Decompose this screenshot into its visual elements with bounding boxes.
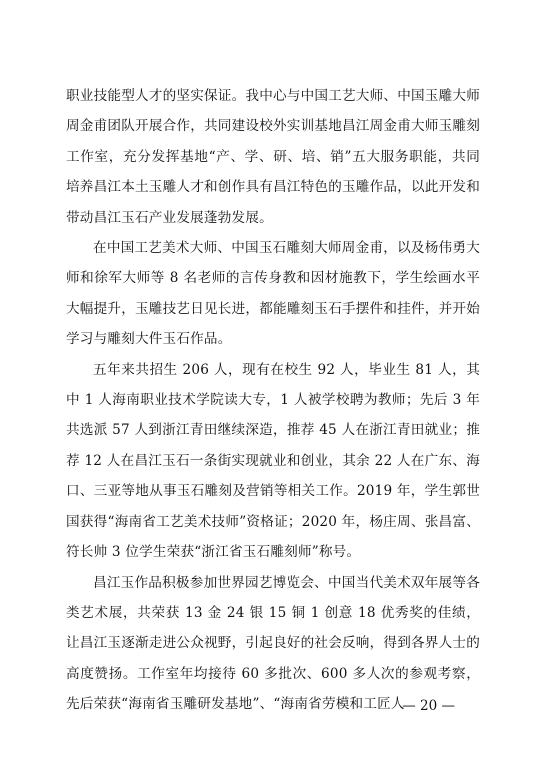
page-number: — 20 — xyxy=(402,698,455,714)
paragraph-2: 在中国工艺美术大师、中国玉石雕刻大师周金甫，以及杨伟勇大师和徐军大师等 8 名老师的言传身教和因材施教下，学生绘画水平大幅提升，玉雕技艺日见长进，都能雕刻玉石手摆件和挂件，并开始学习与雕刻大件玉石作品。 xyxy=(66,240,480,348)
document-body xyxy=(66,81,480,720)
paragraph-3: 五年来共招生 206 人，现有在校生 92 人，毕业生 81 人，其中 1 人海南职业技术学院读大专，1 人被学校聘为教师；先后 3 年共选派 57 人到浙江青田继续深造，推荐 45 人在浙江青田就业；推荐 12 人在昌江玉石一条街实现就业和创业，其余 22 人在广东、海口、三亚等地从事玉石雕刻及营销等相关工作。2019 年，学生郭世国获得“海南省工艺美术技师”资格证；2020 年，杨庄周、张昌富、符长帅 3 位学生荣获“浙江省玉石雕刻师”称号。 xyxy=(66,361,480,561)
paragraph-1: 职业技能型人才的坚实保证。我中心与中国工艺大师、中国玉雕大师周金甫团队开展合作，共同建设校外实训基地昌江周金甫大师玉雕刻工作室，充分发挥基地“产、学、研、培、销”五大服务职能，共同培养昌江本土玉雕人才和创作具有昌江特色的玉雕作品，以此开发和带动昌江玉石产业发展蓬勃发展。 xyxy=(66,88,480,226)
paragraph-4: 昌江玉作品积极参加世界园艺博览会、中国当代美术双年展等各类艺术展，共荣获 13 金 24 银 15 铜 1 创意 18 优秀奖的佳绩，让昌江玉逐渐走进公众视野，引起良好的社会反响，得到各界人士的高度赞扬。工作室年均接待 60 多批次、600 多人次的参观考察，先后荣获“海南省玉雕研发基地”、“海南省劳模和工匠人 xyxy=(66,574,480,713)
